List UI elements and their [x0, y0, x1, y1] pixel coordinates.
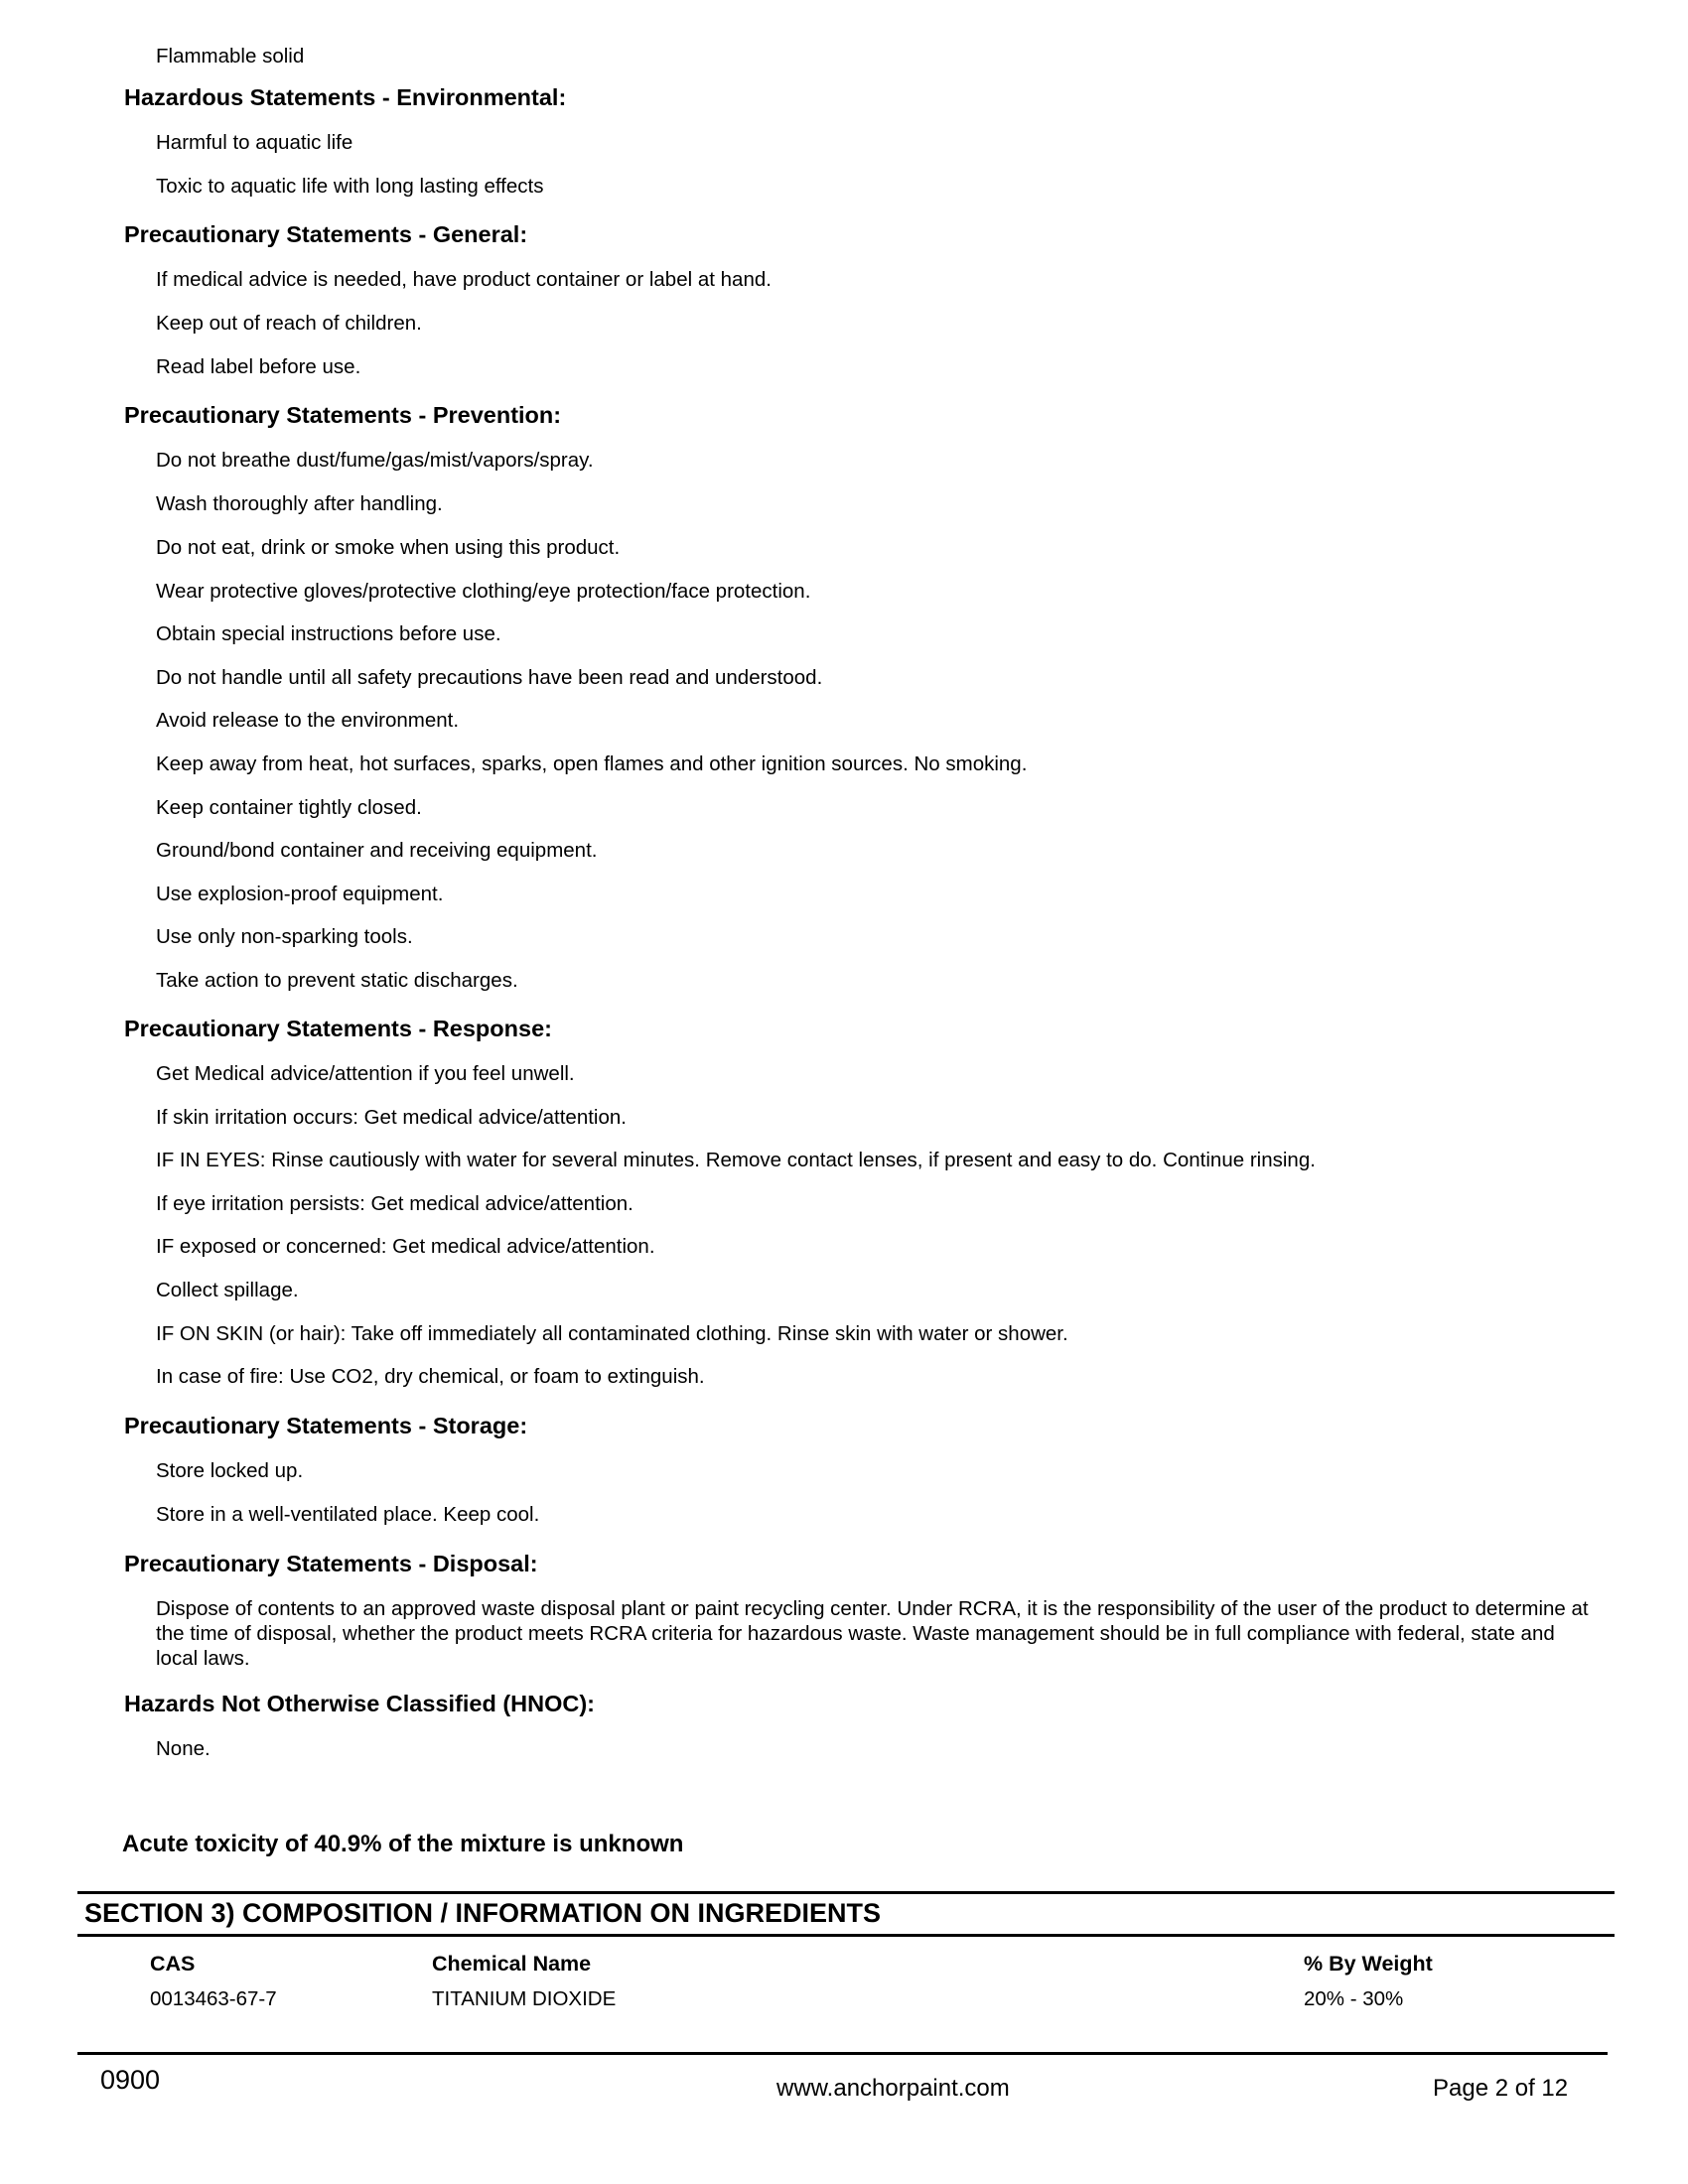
section-3-title: SECTION 3) COMPOSITION / INFORMATION ON INGREDIENTS	[84, 1898, 882, 1928]
statement-item: Collect spillage.	[156, 1279, 299, 1301]
section-rule-bottom	[77, 1934, 1615, 1937]
statement-item: Ground/bond container and receiving equipment.	[156, 839, 598, 862]
heading-environmental: Hazardous Statements - Environmental:	[124, 84, 567, 110]
statement-item: Avoid release to the environment.	[156, 709, 460, 732]
ingredient-cas: 0013463-67-7	[150, 1987, 277, 2010]
footer-code: 0900	[100, 2065, 161, 2095]
statement-item: If skin irritation occurs: Get medical advice/attention.	[156, 1106, 627, 1129]
hazard-item: Flammable solid	[156, 45, 305, 68]
heading-storage: Precautionary Statements - Storage:	[124, 1413, 528, 1438]
statement-item: Do not handle until all safety precautions have been read and understood.	[156, 666, 823, 689]
disposal-paragraph: Dispose of contents to an approved waste disposal plant or paint recycling center. Under RCRA, it is the responsibility of the user of the product to determine at the time of disposal, whether the product meets RCRA criteria for hazardous waste. Waste management should be in full compliance with federal, state and local laws.	[156, 1597, 1589, 1670]
footer-rule	[77, 2052, 1608, 2055]
statement-item: If eye irritation persists: Get medical advice/attention.	[156, 1192, 633, 1215]
statement-item: IF exposed or concerned: Get medical advice/attention.	[156, 1235, 655, 1258]
footer-page-number: Page 2 of 12	[1433, 2075, 1569, 2102]
heading-disposal: Precautionary Statements - Disposal:	[124, 1551, 538, 1576]
acute-toxicity-note: Acute toxicity of 40.9% of the mixture is unknown	[122, 1831, 684, 1857]
column-header-chemical-name: Chemical Name	[432, 1952, 592, 1976]
footer-website: www.anchorpaint.com	[776, 2075, 1010, 2102]
heading-prevention: Precautionary Statements - Prevention:	[124, 402, 562, 428]
statement-item: Read label before use.	[156, 355, 361, 378]
column-header-weight: % By Weight	[1304, 1952, 1433, 1976]
statement-item: Store in a well-ventilated place. Keep cool.	[156, 1503, 540, 1526]
statement-item: Harmful to aquatic life	[156, 131, 353, 154]
statement-item: Do not breathe dust/fume/gas/mist/vapors/spray.	[156, 449, 594, 472]
statement-item: Use explosion-proof equipment.	[156, 883, 444, 905]
statement-item: Wash thoroughly after handling.	[156, 492, 443, 515]
statement-item: Keep away from heat, hot surfaces, sparks, open flames and other ignition sources. No smoking.	[156, 752, 1028, 775]
statement-item: Obtain special instructions before use.	[156, 622, 501, 645]
statement-item: Store locked up.	[156, 1459, 304, 1482]
heading-response: Precautionary Statements - Response:	[124, 1016, 552, 1041]
statement-item: In case of fire: Use CO2, dry chemical, or foam to extinguish.	[156, 1365, 705, 1388]
statement-item: Toxic to aquatic life with long lasting effects	[156, 175, 544, 198]
statement-item: If medical advice is needed, have product container or label at hand.	[156, 268, 772, 291]
statement-item: Get Medical advice/attention if you feel unwell.	[156, 1062, 575, 1085]
heading-hnoc: Hazards Not Otherwise Classified (HNOC):	[124, 1691, 596, 1716]
statement-item: Wear protective gloves/protective clothing/eye protection/face protection.	[156, 580, 811, 603]
statement-item: Do not eat, drink or smoke when using this product.	[156, 536, 621, 559]
column-header-cas: CAS	[150, 1952, 196, 1976]
statement-item: IF ON SKIN (or hair): Take off immediately all contaminated clothing. Rinse skin with water or shower.	[156, 1322, 1068, 1345]
statement-item: Keep container tightly closed.	[156, 796, 422, 819]
statement-item: Use only non-sparking tools.	[156, 925, 413, 948]
statement-item: Keep out of reach of children.	[156, 312, 422, 335]
ingredient-name: TITANIUM DIOXIDE	[432, 1987, 617, 2010]
statement-item: Take action to prevent static discharges.	[156, 969, 518, 992]
statement-item: None.	[156, 1737, 211, 1760]
statement-item: IF IN EYES: Rinse cautiously with water for several minutes. Remove contact lenses, if present and easy to do. Continue rinsing.	[156, 1149, 1316, 1171]
section-rule-top	[77, 1891, 1615, 1894]
ingredient-weight: 20% - 30%	[1304, 1987, 1404, 2010]
heading-general: Precautionary Statements - General:	[124, 221, 528, 247]
